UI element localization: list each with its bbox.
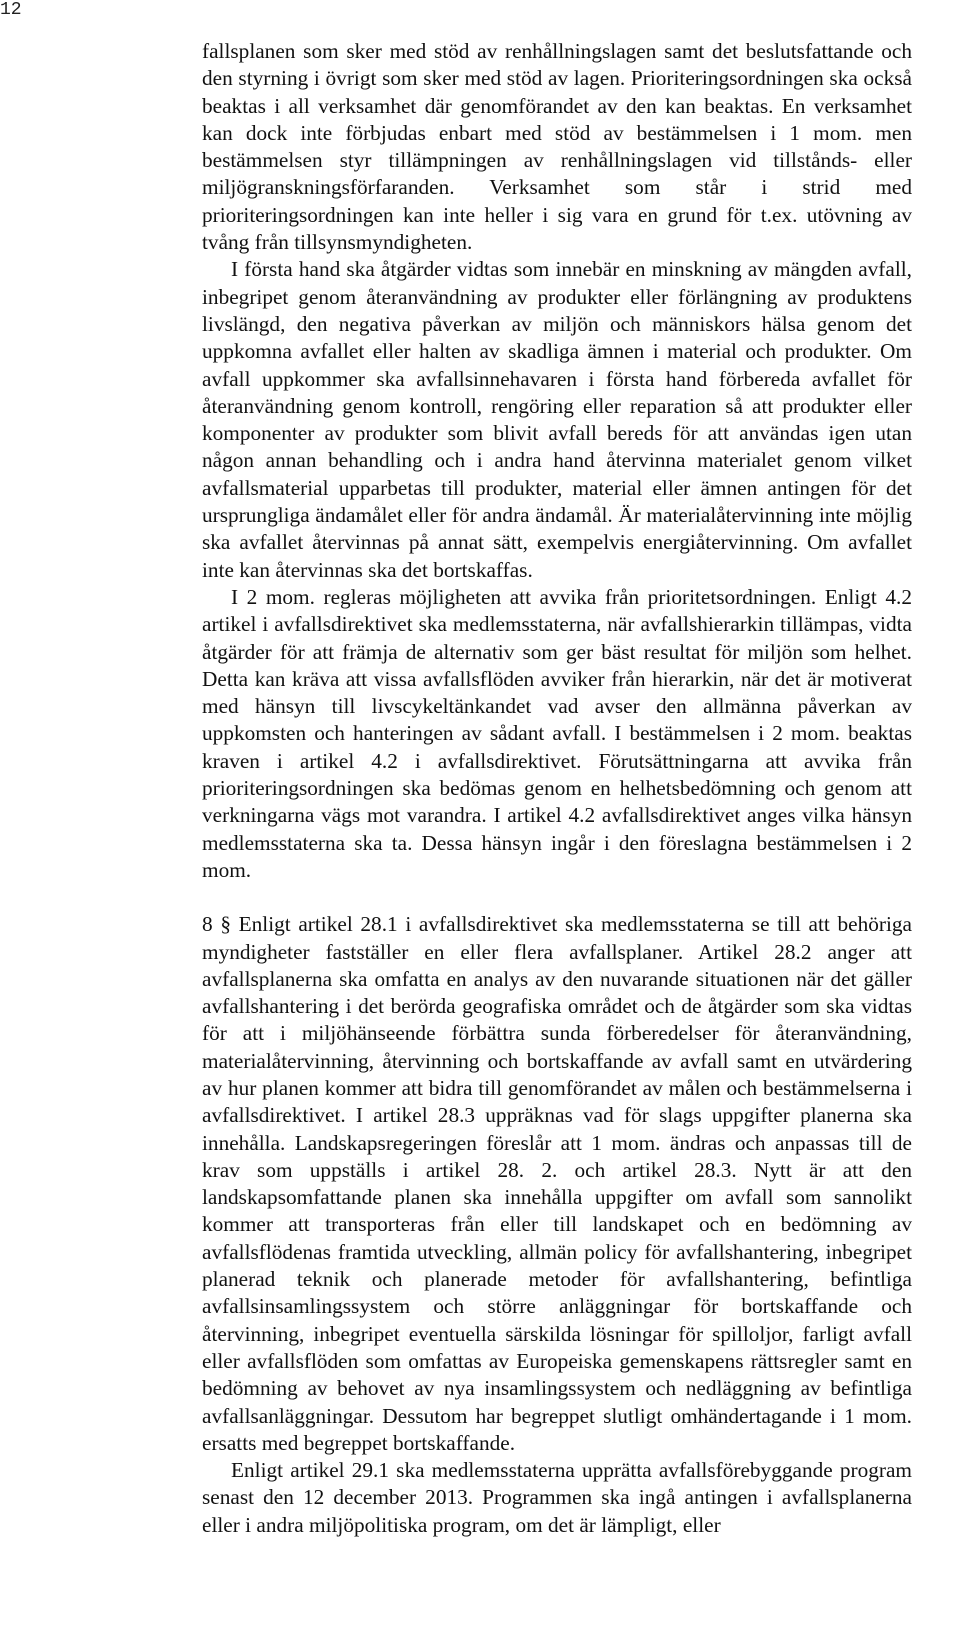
paragraph-section-8: 8 § Enligt artikel 28.1 i avfallsdirektivet ska medlemsstaterna se till att behöriga myndigheter fastställer en eller flera avfallsplaner. Artikel 28.2 anger att avfallsplanerna ska omfatta en analys av den nuvarande situationen när det gäller avfallshantering i det berörda geografiska området och de åtgärder som ska vidtas för att i miljöhänseende förbättra sunda förberedelser för återanvändning, materialåtervinning, återvinning och bortskaffande av avfall samt en utvärdering av hur planen kommer att bidra till genomförandet av målen och bestämmelserna i avfallsdirektivet. I artikel 28.3 uppräknas vad för slags uppgifter planerna ska innehålla. Landskapsregeringen föreslår att 1 mom. ändras och anpassas till de krav som uppställs i artikel 28. 2. och artikel 28.3. Nytt är att den landskapsomfattande planen ska innehålla uppgifter om avfall som sannolikt kommer att transporteras från eller till landskapet och en bedömning av avfallsflödenas framtida utveckling, allmän policy för avfallshantering, inbegripet planerad teknik och planerade metoder för avfallshantering, befintliga avfallsinsamlingssystem och större anläggningar för bortskaffande och återvinning, inbegripet eventuella särskilda lösningar för spilloljor, farligt avfall eller avfallsflöden som omfattas av Europeiska gemenskapens rättsregler samt en bedömning av behovet av nya insamlingssystem och nedläggning av befintliga avfallsanläggningar. Dessutom har begreppet slutligt omhändertagande i 1 mom. ersatts med begreppet bortskaffande. [202,912,912,1455]
page-number: 12 [0,0,22,20]
paragraph-2: I första hand ska åtgärder vidtas som innebär en minskning av mängden avfall, inbegripet genom återanvändning av produkter eller förlängning av produktens livslängd, den negativa påverkan av miljön och människors hälsa genom det uppkomna avfallet eller halten av skadliga ämnen i material och produkter. Om avfall uppkommer ska avfallsinnehavaren i första hand förbereda avfallet för återanvändning genom kontroll, rengöring eller reparation så att produkter eller komponenter av produkter som blivit avfall bereds för att användas igen utan någon annan behandling och i andra hand återvinna materialet genom vilket avfallsmaterial upparbetas till produkter, material eller ämnen antingen för det ursprungliga ändamålet eller för andra ändamål. Är materialåtervinning inte möjlig ska avfallet återvinnas på annat sätt, exempelvis energiåtervinning. Om avfallet inte kan återvinnas ska det bortskaffas. [202,257,912,582]
paragraph-5: Enligt artikel 29.1 ska medlemsstaterna upprätta avfallsförebyggande program senast den 12 december 2013. Programmen ska ingå antingen i avfallsplanerna eller i andra miljöpolitiska program, om det är lämpligt, eller [202,1458,912,1537]
paragraph-3: I 2 mom. regleras möjligheten att avvika från prioritetsordningen. Enligt 4.2 artikel i avfallsdirektivet ska medlemsstaterna, när avfallshierarkin tillämpas, vidta åtgärder för att främja de alternativ som ger bäst resultat för miljön som helhet. Detta kan kräva att vissa avfallsflöden avviker från hierarkin, när det är motiverat med hänsyn till livscykeltänkandet vad avser den allmänna påverkan av uppkomsten och hanteringen av sådant avfall. I bestämmelsen i 2 mom. beaktas kraven i artikel 4.2 i avfallsdirektivet. Förutsättningarna att avvika från prioriteringsordningen ska bedömas genom en helhetsbedömning och genom att verkningarna vägs mot varandra. I artikel 4.2 avfallsdirektivet anges vilka hänsyn medlemsstaterna ska ta. Dessa hänsyn ingår i den föreslagna bestämmelsen i 2 mom. [202,584,912,882]
document-body [202,38,912,1539]
paragraph-1: fallsplanen som sker med stöd av renhållningslagen samt det beslutsfattande och den styrning i övrigt som sker med stöd av lagen. Prioriteringsordningen ska också beaktas i all verksamhet där genomförandet av den kan beaktas. En verksamhet kan dock inte förbjudas enbart med stöd av bestämmelsen i 1 mom. men bestämmelsen styr tillämpningen av renhållningslagen vid tillstånds- eller miljögranskningsförfaranden. Verksamhet som står i strid med prioriteringsordningen kan inte heller i sig vara en grund för t.ex. utövning av tvång från tillsynsmyndigheten. [202,39,912,255]
